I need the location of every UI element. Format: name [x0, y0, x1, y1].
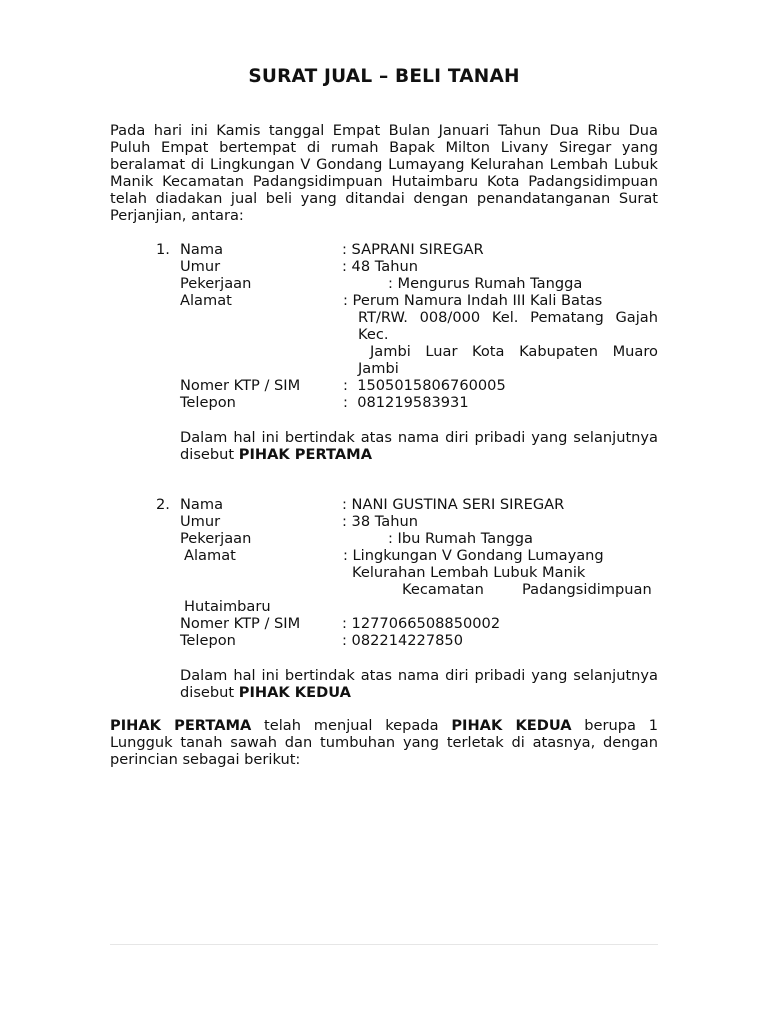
party-2-ktp-label: Nomer KTP / SIM: [180, 615, 301, 632]
closing-pihak-pertama: PIHAK PERTAMA: [110, 717, 252, 734]
document-title: SURAT JUAL – BELI TANAH: [248, 66, 520, 87]
party-1-alamat-label: Alamat: [180, 292, 232, 309]
party-1-alamat-line-3: Kec.: [358, 326, 389, 343]
closing-paragraph: [110, 717, 658, 768]
document-page: [110, 0, 658, 1024]
closing-text-2: berupa 1 Lungguk tanah sawah dan tumbuhan yang terletak di atasnya, dengan perincian sebagai berikut:: [110, 717, 658, 768]
party-1-telepon-value: : 081219583931: [343, 394, 469, 411]
closing-pihak-kedua: PIHAK KEDUA: [451, 717, 572, 734]
party-2-statement: [180, 667, 658, 701]
party-2-telepon-label: Telepon: [180, 632, 236, 649]
party-2-telepon-value: : 082214227850: [342, 632, 463, 649]
intro-paragraph: Pada hari ini Kamis tanggal Empat Bulan Januari Tahun Dua Ribu Dua Puluh Empat bertempat di rumah Bapak Milton Livany Siregar yang beralamat di Lingkungan V Gondang Lumayang Kelurahan Lembah Lubuk Manik Kecamatan Padangsidimpuan Hutaimbaru Kota Padangsidimpuan telah diadakan jual beli yang ditandai dengan penandatanganan Surat Perjanjian, antara:: [110, 122, 658, 224]
party-1-alamat-line-4: Jambi Luar Kota Kabupaten Muaro: [370, 343, 658, 360]
party-1-pekerjaan-value: : Mengurus Rumah Tangga: [388, 275, 583, 292]
party-1-number: 1.: [156, 241, 170, 258]
party-2-pekerjaan-value: : Ibu Rumah Tangga: [388, 530, 533, 547]
party-1-umur-label: Umur: [180, 258, 221, 275]
party-1-statement-text: Dalam hal ini bertindak atas nama diri pribadi yang selanjutnya disebut: [180, 429, 658, 463]
party-1-alamat-line-2: RT/RW. 008/000 Kel. Pematang Gajah: [358, 309, 658, 326]
party-2-nama-value: : NANI GUSTINA SERI SIREGAR: [342, 496, 565, 513]
party-2-statement-text: Dalam hal ini bertindak atas nama diri pribadi yang selanjutnya disebut: [180, 667, 658, 701]
party-2-alamat-line-3a: Kecamatan: [402, 581, 484, 598]
party-2-ktp-value: : 1277066508850002: [342, 615, 501, 632]
party-2-alamat-line-4: Hutaimbaru: [184, 598, 271, 615]
closing-text-1: telah menjual kepada: [251, 717, 452, 734]
party-2-alamat-line-3b: Padangsidimpuan: [522, 581, 652, 598]
party-1-alamat-line-5: Jambi: [358, 360, 399, 377]
party-1-statement: [180, 429, 658, 463]
party-2-umur-label: Umur: [180, 513, 221, 530]
party-1-ktp-value: : 1505015806760005: [343, 377, 506, 394]
party-2-pekerjaan-label: Pekerjaan: [180, 530, 252, 547]
party-1-nama-value: : SAPRANI SIREGAR: [342, 241, 484, 258]
party-2-nama-label: Nama: [180, 496, 224, 513]
party-1-pekerjaan-label: Pekerjaan: [180, 275, 252, 292]
party-2-umur-value: : 38 Tahun: [342, 513, 418, 530]
party-1-ktp-label: Nomer KTP / SIM: [180, 377, 301, 394]
party-2-number: 2.: [156, 496, 170, 513]
party-1-alamat-line-1: : Perum Namura Indah III Kali Batas: [343, 292, 603, 309]
page-bottom-divider: [110, 944, 658, 945]
party-1-umur-value: : 48 Tahun: [342, 258, 418, 275]
party-2-alamat-label: Alamat: [184, 547, 236, 564]
party-1-designation: PIHAK PERTAMA: [238, 446, 372, 463]
party-2-alamat-line-2: Kelurahan Lembah Lubuk Manik: [352, 564, 586, 581]
party-2-designation: PIHAK KEDUA: [238, 684, 351, 701]
party-1-nama-label: Nama: [180, 241, 224, 258]
party-1-telepon-label: Telepon: [180, 394, 236, 411]
party-2-alamat-line-1: : Lingkungan V Gondang Lumayang: [343, 547, 604, 564]
